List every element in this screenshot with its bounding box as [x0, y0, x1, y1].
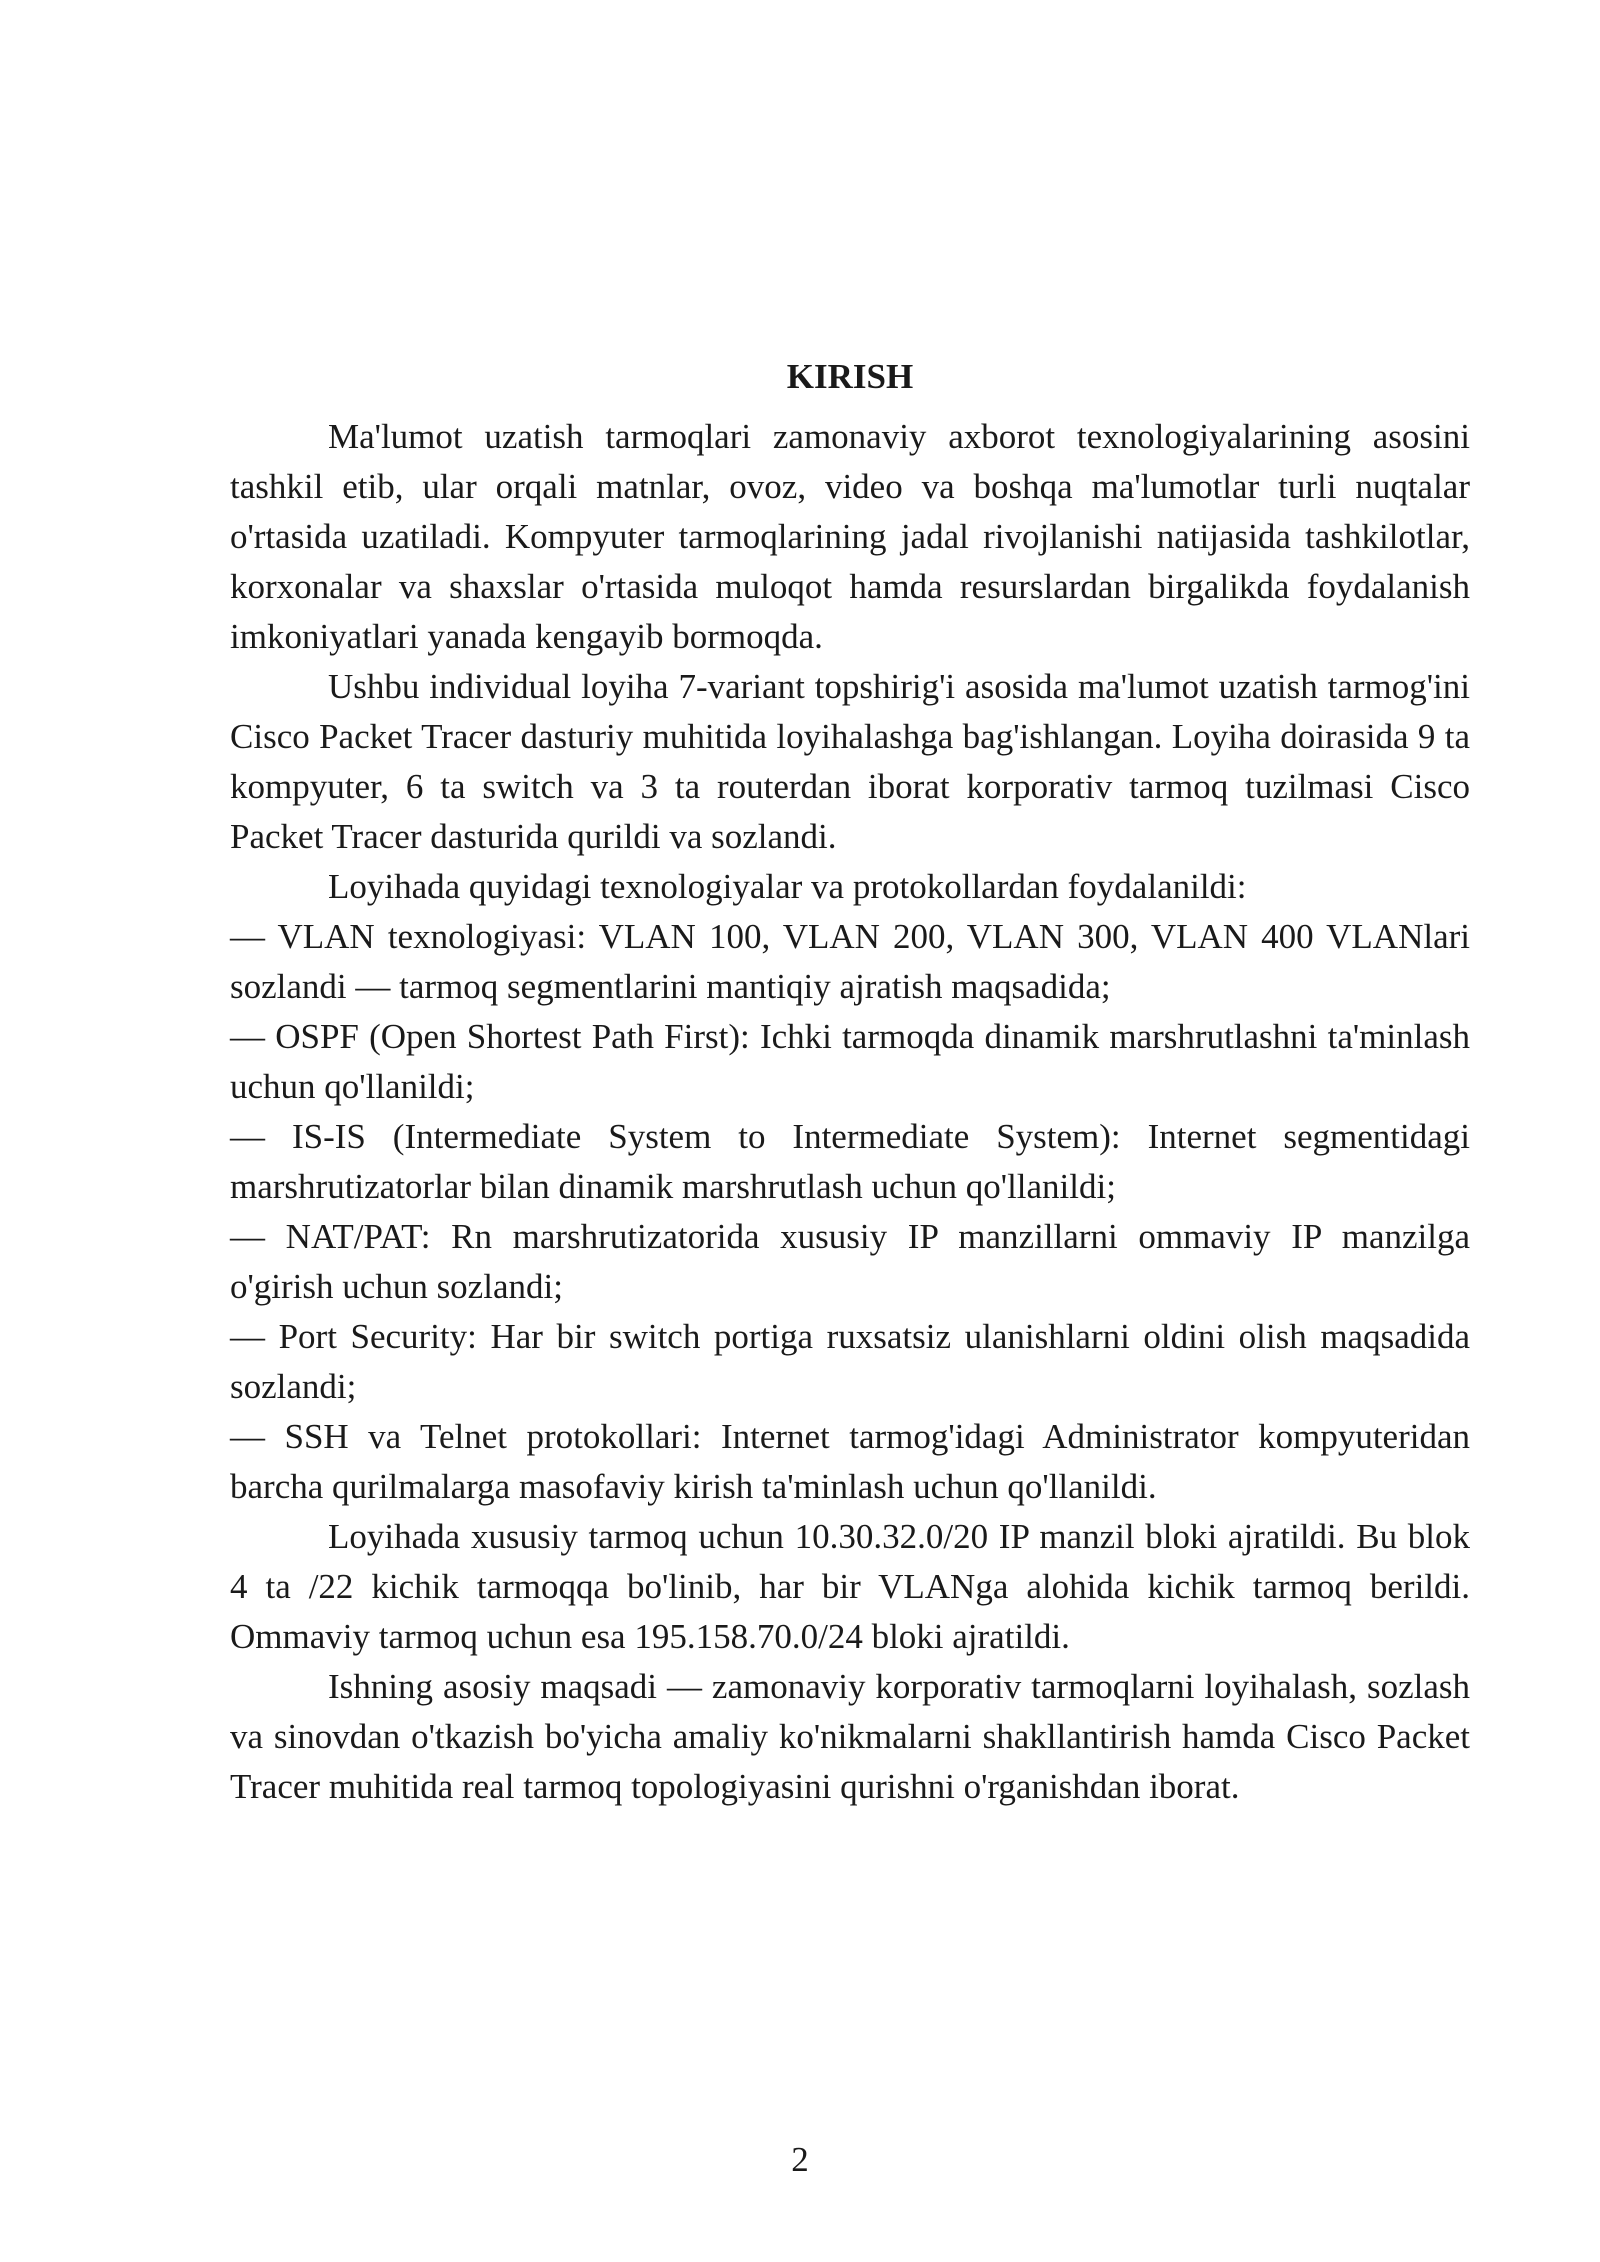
closing-paragraph-2: Ishning asosiy maqsadi — zamonaviy korporativ tarmoqlarni loyihalash, sozlash va sinovdan o'tkazish bo'yicha amaliy ko'nikmalarni shakllantirish hamda Cisco Packet Tracer muhitida real tarmoq topologiyasini qurishni o'rganishdan iborat.: [230, 1667, 1470, 1806]
page-content: [230, 352, 1470, 1812]
list-item-ssh-telnet: — SSH va Telnet protokollari: Internet tarmog'idagi Administrator kompyuteridan barcha qurilmalarga masofaviy kirish ta'minlash uchun qo'llanildi.: [230, 1417, 1470, 1506]
closing-paragraph-1: Loyihada xususiy tarmoq uchun 10.30.32.0/20 IP manzil bloki ajratildi. Bu blok 4 ta /22 kichik tarmoqqa bo'linib, har bir VLANga alohida kichik tarmoq berildi. Ommaviy tarmoq uchun esa 195.158.70.0/24 bloki ajratildi.: [230, 1517, 1470, 1656]
list-item-vlan: — VLAN texnologiyasi: VLAN 100, VLAN 200, VLAN 300, VLAN 400 VLANlari sozlandi — tarmoq segmentlarini mantiqiy ajratish maqsadida;: [230, 917, 1470, 1006]
section-title: KIRISH: [786, 357, 914, 396]
list-item-ospf: — OSPF (Open Shortest Path First): Ichki tarmoqda dinamik marshrutlashni ta'minlash uchun qo'llanildi;: [230, 1017, 1470, 1106]
page-number: 2: [791, 2140, 809, 2179]
intro-paragraph-2: Ushbu individual loyiha 7-variant topshirig'i asosida ma'lumot uzatish tarmog'ini Cisco Packet Tracer dasturiy muhitida loyihalashga bag'ishlangan. Loyiha doirasida 9 ta kompyuter, 6 ta switch va 3 ta routerdan iborat korporativ tarmoq tuzilmasi Cisco Packet Tracer dasturida qurildi va sozlandi.: [230, 667, 1470, 856]
intro-paragraph-1: Ma'lumot uzatish tarmoqlari zamonaviy axborot texnologiyalarining asosini tashkil etib, ular orqali matnlar, ovoz, video va boshqa ma'lumotlar turli nuqtalar o'rtasida uzatiladi. Kompyuter tarmoqlarining jadal rivojlanishi natijasida tashkilotlar, korxonalar va shaxslar o'rtasida muloqot hamda resurslardan birgalikda foydalanish imkoniyatlari yanada kengayib bormoqda.: [230, 417, 1470, 656]
list-item-nat-pat: — NAT/PAT: Rn marshrutizatorida xususiy IP manzillarni ommaviy IP manzilga o'girish uchun sozlandi;: [230, 1217, 1470, 1306]
list-item-port-security: — Port Security: Har bir switch portiga ruxsatsiz ulanishlarni oldini olish maqsadida sozlandi;: [230, 1317, 1470, 1406]
intro-paragraph-3: Loyihada quyidagi texnologiyalar va protokollardan foydalanildi:: [328, 867, 1247, 906]
list-item-isis: — IS-IS (Intermediate System to Intermediate System): Internet segmentidagi marshrutizatorlar bilan dinamik marshrutlash uchun qo'llanildi;: [230, 1117, 1470, 1206]
